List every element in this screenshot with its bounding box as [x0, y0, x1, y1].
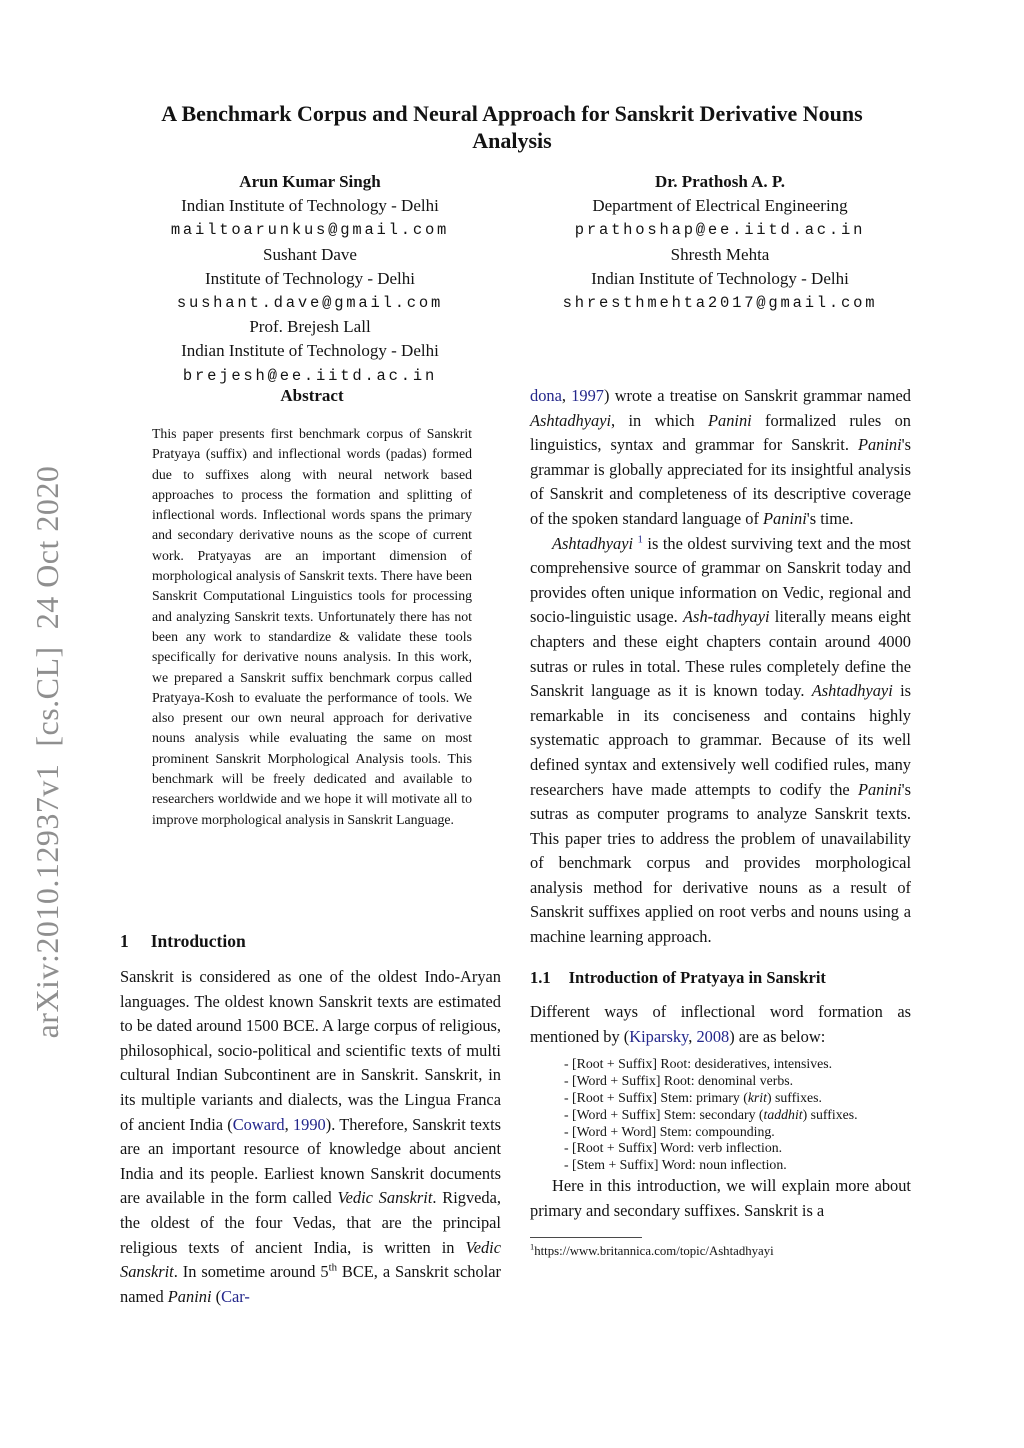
text-run: - [Root + Suffix] Word: verb inflection. [564, 1140, 783, 1156]
text-run: ( [211, 1286, 222, 1306]
text-run: th [328, 1261, 338, 1274]
citation-coward-link[interactable]: Coward [232, 1114, 285, 1134]
text-run: krit [747, 1090, 767, 1106]
text-run: formalized rules on linguistics, syntax and grammar for Sanskrit. [530, 410, 911, 455]
text-run: - [Stem + Suffix] Word: noun inflection. [564, 1157, 787, 1173]
citation-cardona-link[interactable]: dona [530, 386, 562, 405]
text-run: ) suffixes. [802, 1106, 858, 1122]
section-title: Introduction [150, 931, 246, 951]
text-run: is the oldest surviving text and the most comprehensive source of grammar on Sanskrit today and provides often unique information on Vedic, regional and socio-linguistic usage. [530, 533, 911, 627]
arxiv-watermark: arXiv:2010.12937v1 [cs.CL] 24 Oct 2020 [29, 465, 65, 1039]
list-item [564, 1073, 896, 1090]
footnote-rule [530, 1237, 642, 1238]
text-run: Panini [857, 435, 902, 455]
authors-block [120, 170, 910, 388]
paragraph-word-formation [530, 1000, 911, 1049]
text-run: 's grammar is globally appreciated for its insightful analysis of Sanskrit and completeness of its descriptive coverage of the spoken standard language of [530, 435, 911, 528]
text-run: , [688, 1026, 697, 1046]
author-affiliation: Indian Institute of Technology - Delhi [181, 341, 439, 361]
text-run: is remarkable in its conciseness and contains highly systematic approach to grammar. Because of its well defined syntax and extensively well codified rules, many researchers have made attempts to codify the [530, 681, 911, 799]
list-item [564, 1056, 896, 1073]
footnote-url[interactable]: https://www.britannica.com/topic/Ashtadhyayi [534, 1244, 774, 1259]
paragraph-cardona [530, 384, 911, 532]
text-run: Panini [707, 410, 752, 430]
text-run: ) suffixes. [766, 1090, 822, 1106]
text-run: - [Word + Suffix] Stem: secondary ( [564, 1106, 764, 1122]
author-name: Dr. Prathosh A. P. [654, 172, 786, 191]
author-affiliation: Indian Institute of Technology - Delhi [181, 196, 439, 216]
author-name: Shresth Mehta [670, 244, 770, 264]
footnote-block [530, 1237, 911, 1259]
text-run: , [561, 386, 572, 405]
suffix-type-list [564, 1056, 896, 1174]
closing-paragraph: Here in this introduction, we will explain more about primary and secondary suffixes. Sanskrit is a [530, 1176, 911, 1220]
text-run: Ash-tadhyayi [683, 607, 770, 627]
text-run: ). Therefore, Sanskrit texts are an important resource of knowledge about ancient India and its people. Earliest known Sanskrit documents are available in the form called [120, 1114, 501, 1208]
text-run: 's sutras as computer programs to analyze Sanskrit texts. This paper tries to address the problem of unavailability of benchmark corpus and provides morphological analysis method for derivative nouns as a result of Sanskrit suffixes applied on root verbs and nouns using a machine learning approach. [530, 779, 911, 947]
section-1-1-heading [530, 966, 911, 991]
text-run: Different ways of inflectional word formation as mentioned by ( [530, 1002, 911, 1046]
list-item [564, 1140, 896, 1157]
text-run: - [Root + Suffix] Root: desideratives, intensives. [564, 1056, 833, 1072]
text-run: Ashtadhyayi [552, 533, 634, 553]
text-run: taddhit [763, 1106, 803, 1122]
text-run: ) are as below: [729, 1026, 826, 1046]
author-column-left [120, 170, 500, 388]
author-email: mailtoarunkus@gmail.com [170, 221, 450, 240]
right-column [530, 384, 911, 1259]
citation-year-link[interactable]: 1990 [292, 1114, 326, 1134]
citation-kiparsky-link[interactable]: Kiparsky [629, 1026, 689, 1046]
author-email: prathoshap@ee.iitd.ac.in [574, 221, 866, 240]
text-run: literally means eight chapters and these eight chapters contain around 4000 sutras or rules in total. These rules completely define the Sanskrit language as it is known today. [530, 607, 911, 701]
text-run: Sanskrit is considered as one of the oldest Indo-Aryan languages. The oldest known Sanskrit texts are estimated to be dated around 1500 BCE. A large corpus of religious, philosophical, socio-political and scientific texts of multi cultural Indian Subcontinent are in Sanskrit. Sanskrit, in its multiple variants and dialects, was the Lingua Franca of ancient India ( [120, 967, 501, 1134]
text-run: Ashtadhyayi [811, 681, 893, 701]
author-name: Arun Kumar Singh [239, 172, 381, 191]
section-number: 1.1 [530, 967, 551, 987]
footnote-number: 1 [530, 1241, 535, 1252]
paper-title: A Benchmark Corpus and Neural Approach for Sanskrit Derivative Nouns Analysis [161, 101, 863, 153]
text-run: Vedic Sanskrit [337, 1188, 433, 1208]
footnote-text [530, 1243, 911, 1259]
author-affiliation: Department of Electrical Engineering [592, 196, 848, 216]
section-title: Introduction of Pratyaya in Sanskrit [568, 967, 826, 987]
author-affiliation: Indian Institute of Technology - Delhi [591, 268, 849, 288]
author-name: Sushant Dave [263, 244, 357, 264]
text-run: BCE, a Sanskrit scholar named [120, 1262, 501, 1306]
text-run: - [Word + Word] Stem: compounding. [564, 1123, 775, 1139]
list-item [564, 1090, 896, 1107]
text-run: Panini [857, 779, 902, 799]
section-number: 1 [120, 931, 129, 951]
list-item [564, 1124, 896, 1141]
text-run: Vedic Sanskrit [120, 1237, 501, 1282]
list-item [564, 1107, 896, 1124]
citation-cardona-link[interactable]: Car- [221, 1286, 250, 1306]
abstract-body: This paper presents first benchmark corpus of Sanskrit Pratyaya (suffix) and inflectional words (padas) formed due to suffixes along with neural network based approaches to process the formation and splitting of inflectional words. Inflectional words spans the primary and secondary derivative nouns as the scope of current work. Pratyayas are an important dimension of morphological analysis of Sanskrit texts. There have been Sanskrit Computational Linguistics tools for processing and analyzing Sanskrit texts. Unfortunately there has not been any work to standardize & validate these tools specifically for derivative nouns analysis. In this work, we prepared a Sanskrit suffix benchmark corpus called Pratyaya-Kosh to evaluate the performance of tools. We also present our own neural approach for derivative nouns analysis while evaluating the same on most prominent Sanskrit Morphological Analysis tools. This benchmark will be freely dedicated and available to researchers worldwide and we hope it will motivate all to improve morphological analysis in Sanskrit Language. [152, 426, 472, 827]
paragraph-ashtadhyayi [530, 532, 911, 950]
text-run: . Rigveda, the oldest of the four Vedas, that are the principal religious texts of ancient India, is written in [120, 1188, 501, 1257]
footnote-1-marker[interactable]: 1 [637, 533, 643, 546]
text-run: ) wrote a treatise on Sanskrit grammar named [604, 386, 911, 405]
author-affiliation: Institute of Technology - Delhi [204, 268, 415, 288]
text-run: Panini [167, 1286, 212, 1306]
text-run: , [284, 1114, 293, 1134]
abstract-heading: Abstract [280, 386, 344, 405]
text-run: Panini [763, 508, 807, 528]
text-run: - [Root + Suffix] Stem: primary ( [564, 1090, 748, 1106]
author-email: sushant.dave@gmail.com [176, 294, 444, 313]
citation-year-link[interactable]: 2008 [696, 1026, 730, 1046]
list-item [564, 1157, 896, 1174]
citation-year-link[interactable]: 1997 [571, 386, 604, 405]
author-email: shresthmehta2017@gmail.com [562, 294, 878, 313]
text-run: , in which [611, 410, 708, 430]
text-run: 's time. [806, 508, 854, 528]
author-column-right [530, 170, 910, 388]
text-run: - [Word + Suffix] Root: denominal verbs. [564, 1073, 794, 1089]
introduction-paragraph [120, 965, 501, 1309]
section-1-heading [120, 931, 246, 952]
text-run: . In sometime around 5 [173, 1262, 329, 1282]
text-run: Ashtadhyayi [530, 410, 612, 430]
author-email: brejesh@ee.iitd.ac.in [182, 366, 438, 385]
author-name: Prof. Brejesh Lall [249, 317, 371, 337]
